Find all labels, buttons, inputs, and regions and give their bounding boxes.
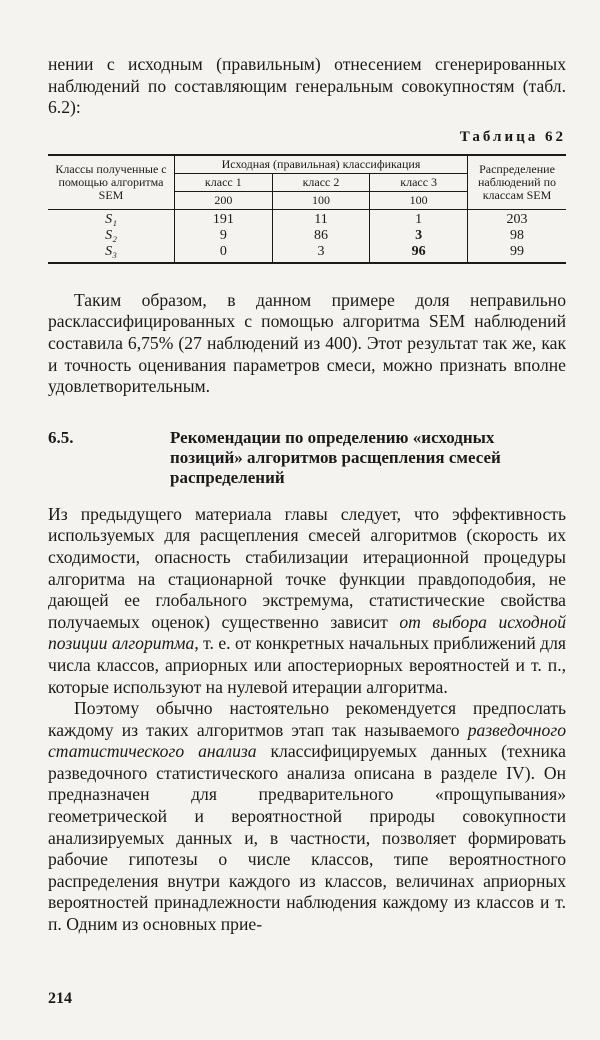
page-body [48,54,566,936]
right-header: Распределение наблюдений по классам SEM [468,155,567,210]
row-label: S₃ [105,243,117,259]
table-cell: 203 [506,211,528,227]
corner-header: Классы полученные с помощью алгоритма SEM [48,155,175,210]
table-cell: 3 [317,243,325,259]
classification-table [48,154,566,264]
paragraph-2-emphasis: разведочного статистического анализа [48,719,566,762]
result-paragraph: Таким образом, в данном примере доля неправильно расклассифицированных с помощью алгоритма SEM наблюдений составила 6,75% (27 наблюдений из 400). Этот результат так же, как и точность оценивания параметров смеси, можно признать вполне удовлетворительным. [48,289,566,397]
table-caption: Таблица 62 [459,128,566,145]
table-cell: 0 [219,243,227,259]
section-heading [48,428,566,488]
class-count: 100 [370,191,468,209]
section-number: 6.5. [48,427,74,447]
paragraph-1-tail: , т. е. от конкретных начальных приближений для числа классов, априорных или апостериорных вероятностей и т. п., которые используют на нулевой итерации алгоритма. [48,633,567,697]
page-number: 214 [48,990,72,1007]
paragraph-1 [48,504,566,698]
table-cell: 11 [314,211,328,227]
table-cell: 98 [510,227,524,243]
table-cell: 99 [510,243,524,259]
paragraph-2 [48,698,566,936]
table-cell: 1 [415,211,423,227]
group-header: Исходная (правильная) классификация [175,155,468,174]
class2-values [272,209,370,263]
class3-values [370,209,468,263]
class-count: 200 [175,191,273,209]
table-cell: 3 [415,227,423,243]
row-label: S₂ [105,227,117,243]
class-count: 100 [272,191,370,209]
class-label: класс 1 [175,173,273,191]
class-label: класс 2 [272,173,370,191]
distribution-values [468,209,567,263]
intro-paragraph: нении с исходным (правильным) отнесением сгенерированных наблюдений по составляющим генеральным совокупностям (табл. 6.2): [48,54,566,118]
section-title: Рекомендации по определению «исходных позиций» алгоритмов расщепления смесей распределений [170,427,501,487]
paragraph-2-text: Поэтому обычно настоятельно рекомендуется предпослать каждому из таких алгоритмов этап так называемого [48,698,566,740]
table-cell: 96 [411,243,426,259]
table-cell: 9 [219,227,227,243]
paragraph-2-tail: классифицируемых данных (техника разведочного статистического анализа описана в разделе IV). Он предназначен для предварительного «прощупывания» геометрической и вероятностной природы совокупности анализируемых данных и, в частности, позволяет формировать рабочие гипотезы о числе классов, типе вероятностного распределения внутри каждого из классов, величинах априорных вероятностей принадлежности наблюдения каждому из классов и т. п. Одним из основных прие- [48,741,566,935]
row-labels-cell [48,209,175,263]
table-cell: 191 [212,211,234,227]
class-label: класс 3 [370,173,468,191]
paragraph-1-text: Из предыдущего материала главы следует, что эффективность используемых для расщепления смесей алгоритмов (скорость их сходимости, опасность стабилизации итерационной процедуры алгоритма на стационарной точке функции правдоподобия, не дающей ее глобального экстремума, статистические свойства получаемых оценок) существенно зависит [48,503,566,632]
row-label: S₁ [105,211,117,227]
paragraph-1-emphasis: от выбора исходной позиции алгоритма [48,611,566,654]
class1-values [175,209,273,263]
table-cell: 86 [313,227,328,243]
